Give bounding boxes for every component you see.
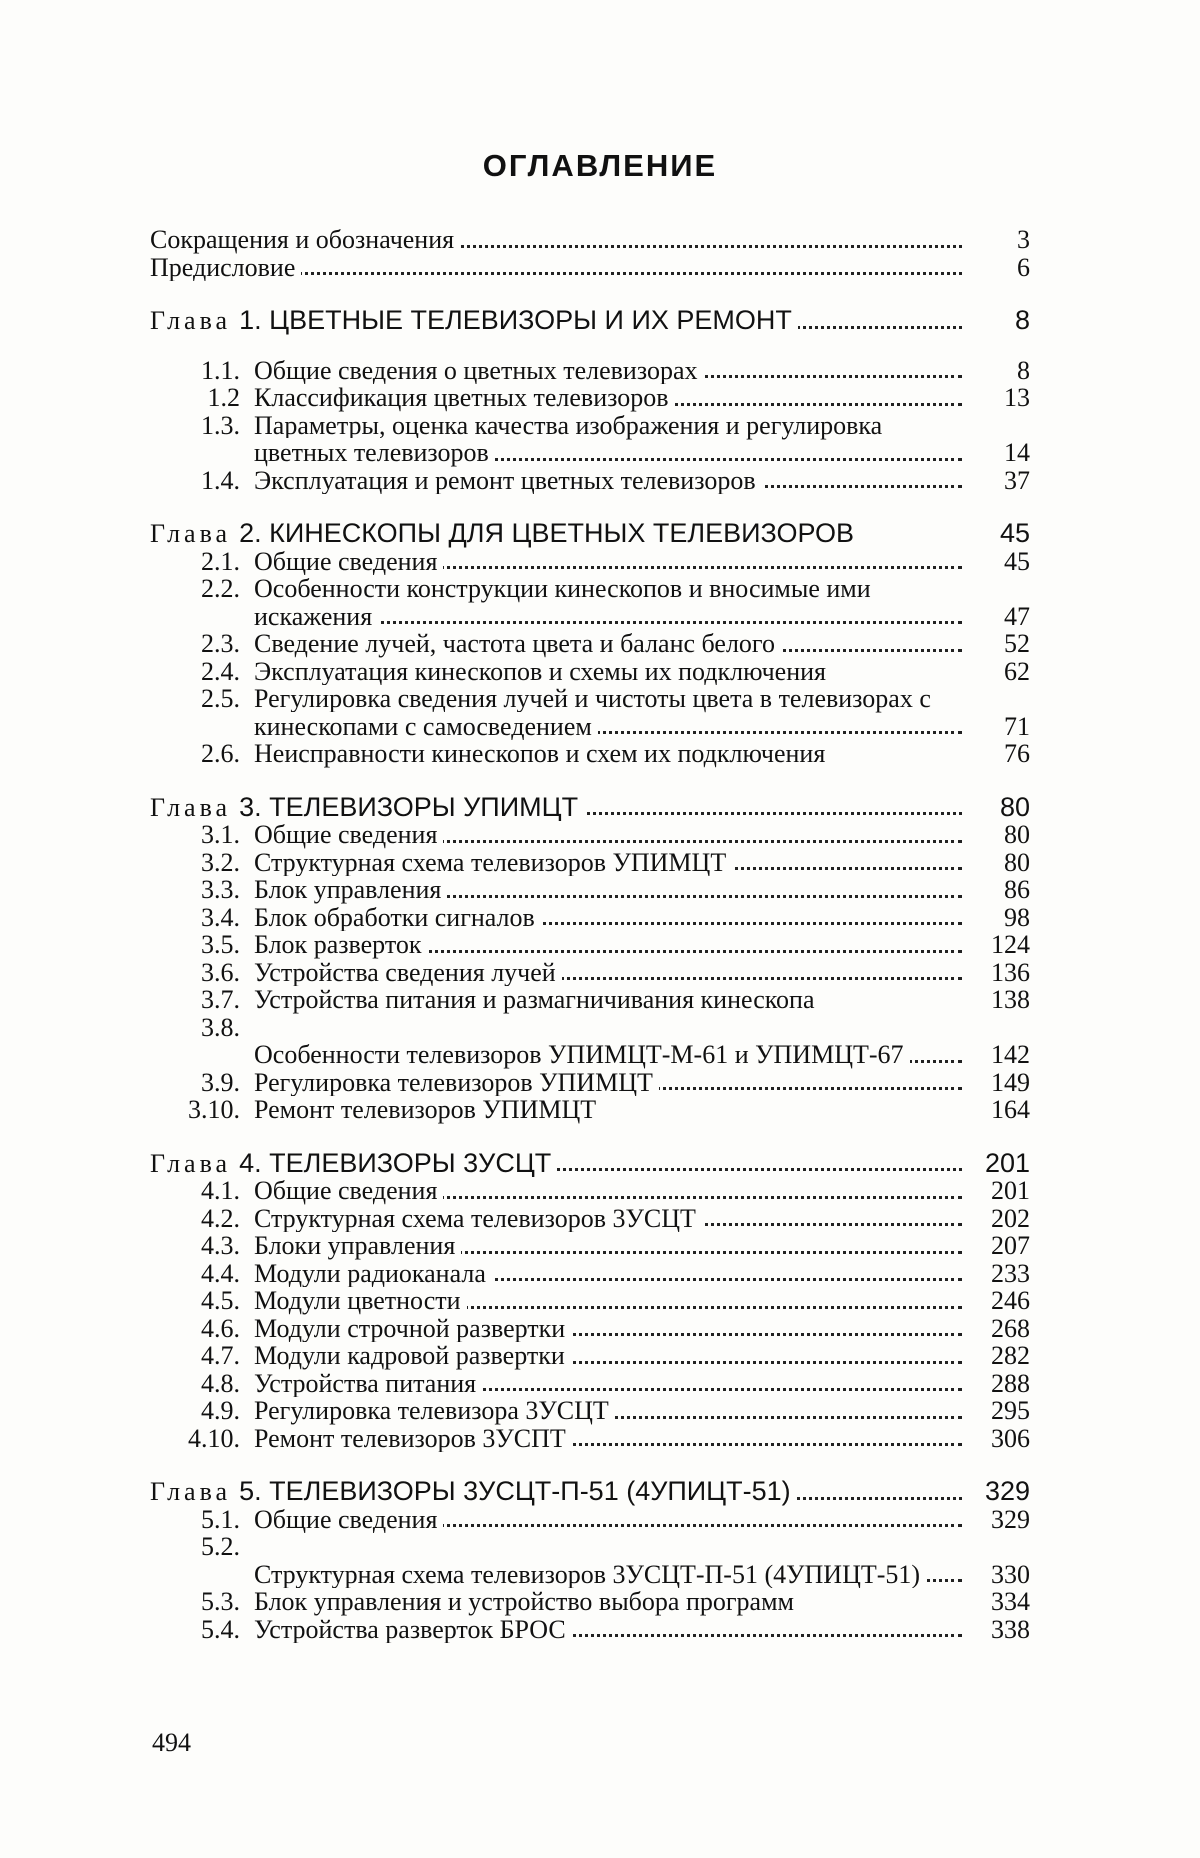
toc-section xyxy=(150,1342,1030,1370)
toc-entry-page: 52 xyxy=(962,630,1030,658)
chapter-title: 4. ТЕЛЕВИЗОРЫ 3УСЦТ xyxy=(239,1150,551,1178)
toc-section xyxy=(150,740,1030,768)
section-number: 4.3. xyxy=(150,1232,254,1260)
section-number: 2.4. xyxy=(150,658,254,686)
section-number: 3.2. xyxy=(150,849,254,877)
section-number: 3.7. xyxy=(150,986,254,1014)
section-title: Блок управления и устройство выбора программ xyxy=(254,1588,800,1616)
toc-section xyxy=(150,630,1030,658)
toc-entry-abbreviations xyxy=(150,226,1030,254)
toc-section xyxy=(150,1506,1030,1534)
toc-section xyxy=(150,1370,1030,1398)
toc-section xyxy=(150,1397,1030,1425)
section-title: Модули строчной развертки xyxy=(254,1315,571,1343)
toc-section xyxy=(150,849,1030,877)
toc-entry-page: 330 xyxy=(962,1561,1030,1589)
toc-entry-page: 306 xyxy=(962,1425,1030,1453)
section-number: 4.8. xyxy=(150,1370,254,1398)
section-title: Общие сведения о цветных телевизорах xyxy=(254,357,704,385)
section-title: Регулировка телевизора 3УСЦТ xyxy=(254,1397,615,1425)
toc-entry-page: 246 xyxy=(962,1287,1030,1315)
toc-section xyxy=(150,1616,1030,1644)
toc-entry-page: 98 xyxy=(962,904,1030,932)
toc-entry-page: 6 xyxy=(962,254,1030,282)
section-number: 1.4. xyxy=(150,467,254,495)
section-number: 5.2. xyxy=(150,1533,254,1561)
chapter-word: Глава xyxy=(150,520,231,548)
toc-section xyxy=(150,1014,1030,1069)
toc-section xyxy=(150,1069,1030,1097)
section-number: 1.1. xyxy=(150,357,254,385)
toc-section xyxy=(150,384,1030,412)
section-title: Блок обработки сигналов xyxy=(254,904,541,932)
toc-section xyxy=(150,876,1030,904)
section-number: 2.2. xyxy=(150,575,254,603)
section-title: Модули цветности xyxy=(254,1287,467,1315)
section-number: 3.1. xyxy=(150,821,254,849)
toc-section xyxy=(150,575,1030,630)
section-title: Структурная схема телевизоров УПИМЦТ xyxy=(254,849,732,877)
toc-entry-page: 334 xyxy=(962,1588,1030,1616)
toc-section xyxy=(150,1533,1030,1588)
toc-entry-page: 329 xyxy=(962,1478,1030,1506)
toc-entry-page: 80 xyxy=(962,849,1030,877)
toc-entry-page: 8 xyxy=(962,307,1030,335)
section-number: 5.1. xyxy=(150,1506,254,1534)
toc-entry-page: 8 xyxy=(962,357,1030,385)
chapter-word: Глава xyxy=(150,1150,231,1178)
section-number: 4.10. xyxy=(150,1425,254,1453)
section-number: 3.6. xyxy=(150,959,254,987)
toc-chapter-3 xyxy=(150,794,1030,822)
section-title: Блок управления xyxy=(254,876,447,904)
toc-entry-page: 124 xyxy=(962,931,1030,959)
section-number: 2.6. xyxy=(150,740,254,768)
toc-section xyxy=(150,1425,1030,1453)
toc-entry-page: 268 xyxy=(962,1315,1030,1343)
section-number: 3.3. xyxy=(150,876,254,904)
section-title: Блоки управления xyxy=(254,1232,461,1260)
section-number: 4.1. xyxy=(150,1177,254,1205)
section-title: Общие сведения xyxy=(254,821,443,849)
toc-section xyxy=(150,931,1030,959)
toc-entry-page: 37 xyxy=(962,467,1030,495)
chapter-word: Глава xyxy=(150,1478,231,1506)
book-page xyxy=(0,0,1200,1858)
section-title: Неисправности кинескопов и схем их подключения xyxy=(254,740,831,768)
toc-section xyxy=(150,959,1030,987)
toc-entry-page: 45 xyxy=(962,520,1030,548)
toc-entry-page: 14 xyxy=(962,439,1030,467)
toc-entry-page: 329 xyxy=(962,1506,1030,1534)
toc-section xyxy=(150,986,1030,1014)
toc-section xyxy=(150,1588,1030,1616)
toc-entry-page: 47 xyxy=(962,603,1030,631)
toc-entry-page: 149 xyxy=(962,1069,1030,1097)
page-title: ОГЛАВЛЕНИЕ xyxy=(0,148,1200,184)
section-number: 2.1. xyxy=(150,548,254,576)
section-title: Устройства питания xyxy=(254,1370,482,1398)
toc-entry-page: 338 xyxy=(962,1616,1030,1644)
page-number: 494 xyxy=(152,1728,191,1758)
toc-section xyxy=(150,658,1030,686)
chapter-title: 3. ТЕЛЕВИЗОРЫ УПИМЦТ xyxy=(239,794,578,822)
section-title: Эксплуатация и ремонт цветных телевизоров xyxy=(254,467,762,495)
toc-entry-page: 233 xyxy=(962,1260,1030,1288)
toc-section xyxy=(150,1096,1030,1124)
toc-entry-page: 80 xyxy=(962,821,1030,849)
toc-entry-page: 76 xyxy=(962,740,1030,768)
section-title: Структурная схема телевизоров 3УСЦТ xyxy=(254,1205,702,1233)
chapter-word: Глава xyxy=(150,794,231,822)
section-title: Ремонт телевизоров 3УСПТ xyxy=(254,1425,572,1453)
toc-entry-page: 80 xyxy=(962,794,1030,822)
toc-entry-page: 202 xyxy=(962,1205,1030,1233)
toc-chapter-5 xyxy=(150,1478,1030,1506)
section-number: 2.3. xyxy=(150,630,254,658)
section-number: 5.3. xyxy=(150,1588,254,1616)
section-number: 3.5. xyxy=(150,931,254,959)
toc-entry-page: 86 xyxy=(962,876,1030,904)
section-number: 3.4. xyxy=(150,904,254,932)
section-title: Модули кадровой развертки xyxy=(254,1342,571,1370)
toc-chapter-1 xyxy=(150,307,1030,335)
section-number: 3.10. xyxy=(150,1096,254,1124)
toc-section xyxy=(150,1315,1030,1343)
toc-section xyxy=(150,548,1030,576)
section-title: Блок разверток xyxy=(254,931,427,959)
toc-section xyxy=(150,1232,1030,1260)
section-title: Устройства питания и размагничивания кинескопа xyxy=(254,986,821,1014)
toc-section xyxy=(150,357,1030,385)
toc-entry-page: 282 xyxy=(962,1342,1030,1370)
toc-section xyxy=(150,1205,1030,1233)
toc-entry-page: 13 xyxy=(962,384,1030,412)
toc-entry-page: 201 xyxy=(962,1177,1030,1205)
toc-section xyxy=(150,685,1030,740)
section-number: 5.4. xyxy=(150,1616,254,1644)
toc-section xyxy=(150,412,1030,467)
section-title: Особенности конструкции кинескопов и вносимые ими искажения xyxy=(254,575,871,630)
toc-section xyxy=(150,904,1030,932)
section-number: 4.6. xyxy=(150,1315,254,1343)
toc-section xyxy=(150,1287,1030,1315)
toc-chapter-4 xyxy=(150,1150,1030,1178)
section-title: Общие сведения xyxy=(254,1177,443,1205)
toc-entry-page: 142 xyxy=(962,1041,1030,1069)
section-title: Сведение лучей, частота цвета и баланс белого xyxy=(254,630,781,658)
toc-entry-preface xyxy=(150,254,1030,282)
toc-entry-page: 288 xyxy=(962,1370,1030,1398)
section-title: Устройства сведения лучей xyxy=(254,959,562,987)
toc-entry-page: 164 xyxy=(962,1096,1030,1124)
section-title: Общие сведения xyxy=(254,1506,443,1534)
section-number: 4.2. xyxy=(150,1205,254,1233)
section-number: 4.7. xyxy=(150,1342,254,1370)
section-number: 4.9. xyxy=(150,1397,254,1425)
section-number: 4.5. xyxy=(150,1287,254,1315)
toc-entry-page: 71 xyxy=(962,713,1030,741)
toc-section xyxy=(150,467,1030,495)
section-title: Регулировка сведения лучей и чистоты цвета в телевизорах с кинескопами с самосведением xyxy=(254,685,931,740)
chapter-title: 5. ТЕЛЕВИЗОРЫ 3УСЦТ-П-51 (4УПИЦТ-51) xyxy=(239,1478,791,1506)
section-title: Общие сведения xyxy=(254,548,443,576)
section-title: Регулировка телевизоров УПИМЦТ xyxy=(254,1069,659,1097)
section-number: 1.3. xyxy=(150,412,254,440)
section-title: Особенности телевизоров УПИМЦТ-М-61 и УПИМЦТ-67 xyxy=(254,1041,910,1069)
section-title: Модули радиоканала xyxy=(254,1260,492,1288)
section-title: Структурная схема телевизоров 3УСЦТ-П-51 (4УПИЦТ-51) xyxy=(254,1561,926,1589)
toc-entry-text: Сокращения и обозначения xyxy=(150,226,460,254)
section-title: Ремонт телевизоров УПИМЦТ xyxy=(254,1096,602,1124)
section-number: 3.9. xyxy=(150,1069,254,1097)
toc-section xyxy=(150,821,1030,849)
toc-entry-page: 136 xyxy=(962,959,1030,987)
section-title: Устройства разверток БРОС xyxy=(254,1616,572,1644)
section-title: Классификация цветных телевизоров xyxy=(254,384,675,412)
toc-entry-page: 3 xyxy=(962,226,1030,254)
toc-section xyxy=(150,1260,1030,1288)
table-of-contents xyxy=(150,226,1030,1643)
section-number: 4.4. xyxy=(150,1260,254,1288)
section-number: 1.2 xyxy=(150,384,254,412)
toc-section xyxy=(150,1177,1030,1205)
section-number: 3.8. xyxy=(150,1014,254,1042)
toc-entry-page: 45 xyxy=(962,548,1030,576)
toc-entry-page: 138 xyxy=(962,986,1030,1014)
toc-entry-page: 207 xyxy=(962,1232,1030,1260)
toc-entry-text: Предисловие xyxy=(150,254,301,282)
section-title: Параметры, оценка качества изображения и регулировка цветных телевизоров xyxy=(254,412,882,467)
toc-entry-page: 62 xyxy=(962,658,1030,686)
chapter-title: 1. ЦВЕТНЫЕ ТЕЛЕВИЗОРЫ И ИХ РЕМОНТ xyxy=(239,307,792,335)
toc-entry-page: 201 xyxy=(962,1150,1030,1178)
toc-entry-page: 295 xyxy=(962,1397,1030,1425)
section-number: 2.5. xyxy=(150,685,254,713)
section-title: Эксплуатация кинескопов и схемы их подключения xyxy=(254,658,832,686)
chapter-word: Глава xyxy=(150,307,231,335)
toc-chapter-2 xyxy=(150,520,1030,548)
chapter-title: 2. КИНЕСКОПЫ ДЛЯ ЦВЕТНЫХ ТЕЛЕВИЗОРОВ xyxy=(239,520,854,548)
